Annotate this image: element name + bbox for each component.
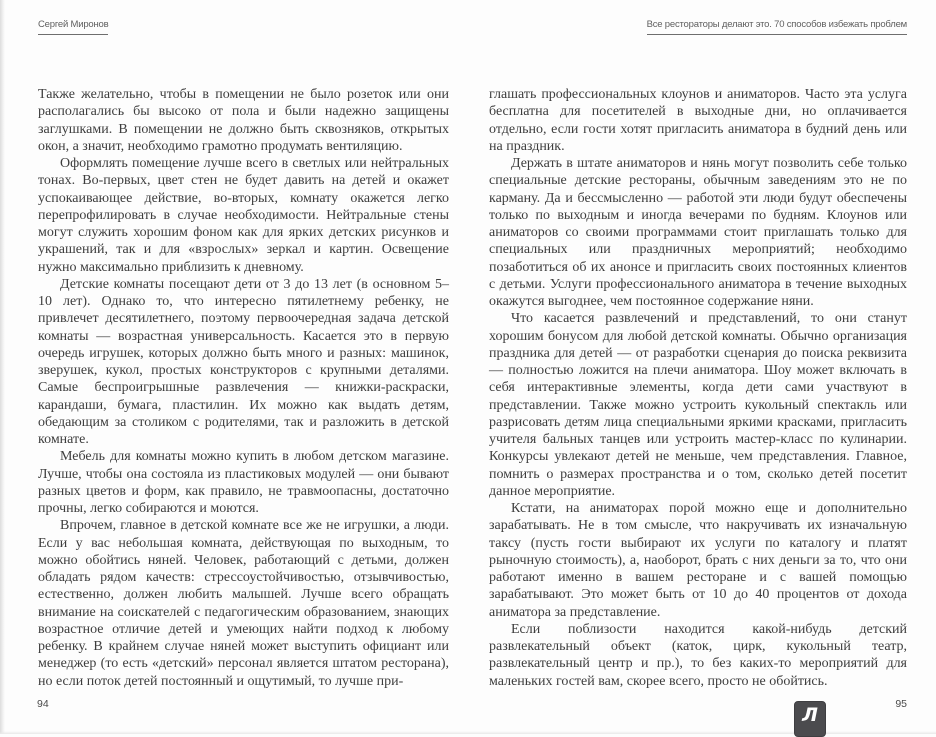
paragraph: Кстати, на аниматорах порой можно еще и дополнительно зарабатывать. Не в том смысле, что накручивать их изначальную таксу (пусть гости выбирают их услуги по каталогу и платят рыночную стоимость), а, наоборот, брать с них деньги за то, что они работают именно в вашем ресторане и с вашей помощью зарабатывают. Это может быть от 10 до 40 процентов от дохода аниматора за представление. <box>489 501 907 620</box>
labirint-logo-letter: Л <box>802 704 818 726</box>
paragraph: Детские комнаты посещают дети от 3 до 13 лет (в основном 5–10 лет). Однако то, что интересно пятилетнему ребенку, не привлечет десятилетнего, поэтому первоочередная задача детской комнаты — возрастная универсальность. Касается это в первую очередь игрушек, которых должно быть много и разных: машинок, зверушек, кукол, простых конструкторов с крупными деталями. Самые беспроигрышные развлечения — книжки-раскраски, карандаши, бумага, пластилин. Их можно как выдать детям, обедающим за столиком с родителями, так и разложить в детской комнате. <box>38 276 449 447</box>
paragraph: Держать в штате аниматоров и нянь могут позволить себе только специальные детские рестораны, обычным заведениям это не по карману. Да и бессмысленно — работой эти люди будут обеспечены только по выходным и иногда вечерами по будням. Клоунов или аниматоров со своими программами стоит приглашать только для специальных или праздничных мероприятий; необходимо позаботиться об их анонсе и пригласить своих постоянных клиентов с детьми. Услуги профессионального аниматора в течение выходных окажутся выгоднее, чем постоянное содержание няни. <box>489 156 907 309</box>
running-head-author: Сергей Миронов <box>38 19 108 35</box>
left-page-text <box>38 86 449 690</box>
paragraph: Если поблизости находится какой-нибудь детский развлекательный объект (каток, цирк, кукольный театр, развлекательный центр и пр.), то без каких-то мероприятий для маленьких гостей вам, скорее всего, просто не обойтись. <box>489 621 907 689</box>
paragraph: Впрочем, главное в детской комнате все же не игрушки, а люди. Если у вас небольшая комната, действующая по выходным, то можно обойтись няней. Человек, работающий с детьми, должен обладать рядом качеств: стрессоустойчивостью, отзывчивостью, естественно, должен любить малышей. Лучше всего обращать внимание на соискателей с педагогическим образованием, знающих возрастное отличие детей и умеющих найти подход к любому ребенку. В крайнем случае няней может выступить официант или менеджер (то есть «детский» персонал является штатом ресторана), но если поток детей постоянный и ощутимый, то лучше при- <box>38 518 449 689</box>
paragraph: Мебель для комнаты можно купить в любом детском магазине. Лучше, чтобы она состояла из пластиковых модулей — они бывают разных цветов и форм, как правило, не травмоопасны, достаточно прочны, легко собираются и моются. <box>38 449 449 516</box>
paragraph: Также желательно, чтобы в помещении не было розеток или они располагались бы высоко от пола и были надежно защищены заглушками. В помещении не должно быть сквозняков, открытых окон, а значит, необходимо грамотно продумать вентиляцию. <box>38 87 449 154</box>
scan-edge-shadow <box>0 0 5 734</box>
labirint-logo[interactable] <box>794 701 826 737</box>
page-number-right: 95 <box>895 698 907 710</box>
paragraph: глашать профессиональных клоунов и аниматоров. Часто эта услуга бесплатна для посетителей в выходные дни, но оплачивается отдельно, если гости хотят пригласить аниматора в будний день или на праздник. <box>489 87 907 154</box>
right-page-text <box>489 86 907 690</box>
page-number-left: 94 <box>37 698 49 710</box>
running-head-book-title: Все рестораторы делают это. 70 способов избежать проблем <box>647 19 907 35</box>
paragraph: Что касается развлечений и представлений, то они станут хорошим бонусом для любой детской комнаты. Обычно организация праздника для детей — от разработки сценария до поиска реквизита — полностью ложится на плечи аниматора. Шоу может включать в себя интерактивные элементы, когда дети сами участвуют в представлении. Также можно устроить кукольный спектакль или разрисовать детям лица специальными яркими красками, пригласить учителя бальных танцев или устроить мастер-класс по кулинарии. Конкурсы увлекают детей не меньше, чем представления. Главное, помнить о размерах пространства и о том, сколько детей посетит данное мероприятие. <box>489 311 907 499</box>
paragraph: Оформлять помещение лучше всего в светлых или нейтральных тонах. Во-первых, цвет стен не будет давить на детей и окажет успокаивающее действие, во-вторых, комнату окажется легко перепрофилировать в случае необходимости. Нейтральные стены могут служить хорошим фоном как для ярких детских рисунков и украшений, так и для «взрослых» зеркал и картин. Освещение нужно максимально приблизить к дневному. <box>38 156 449 275</box>
